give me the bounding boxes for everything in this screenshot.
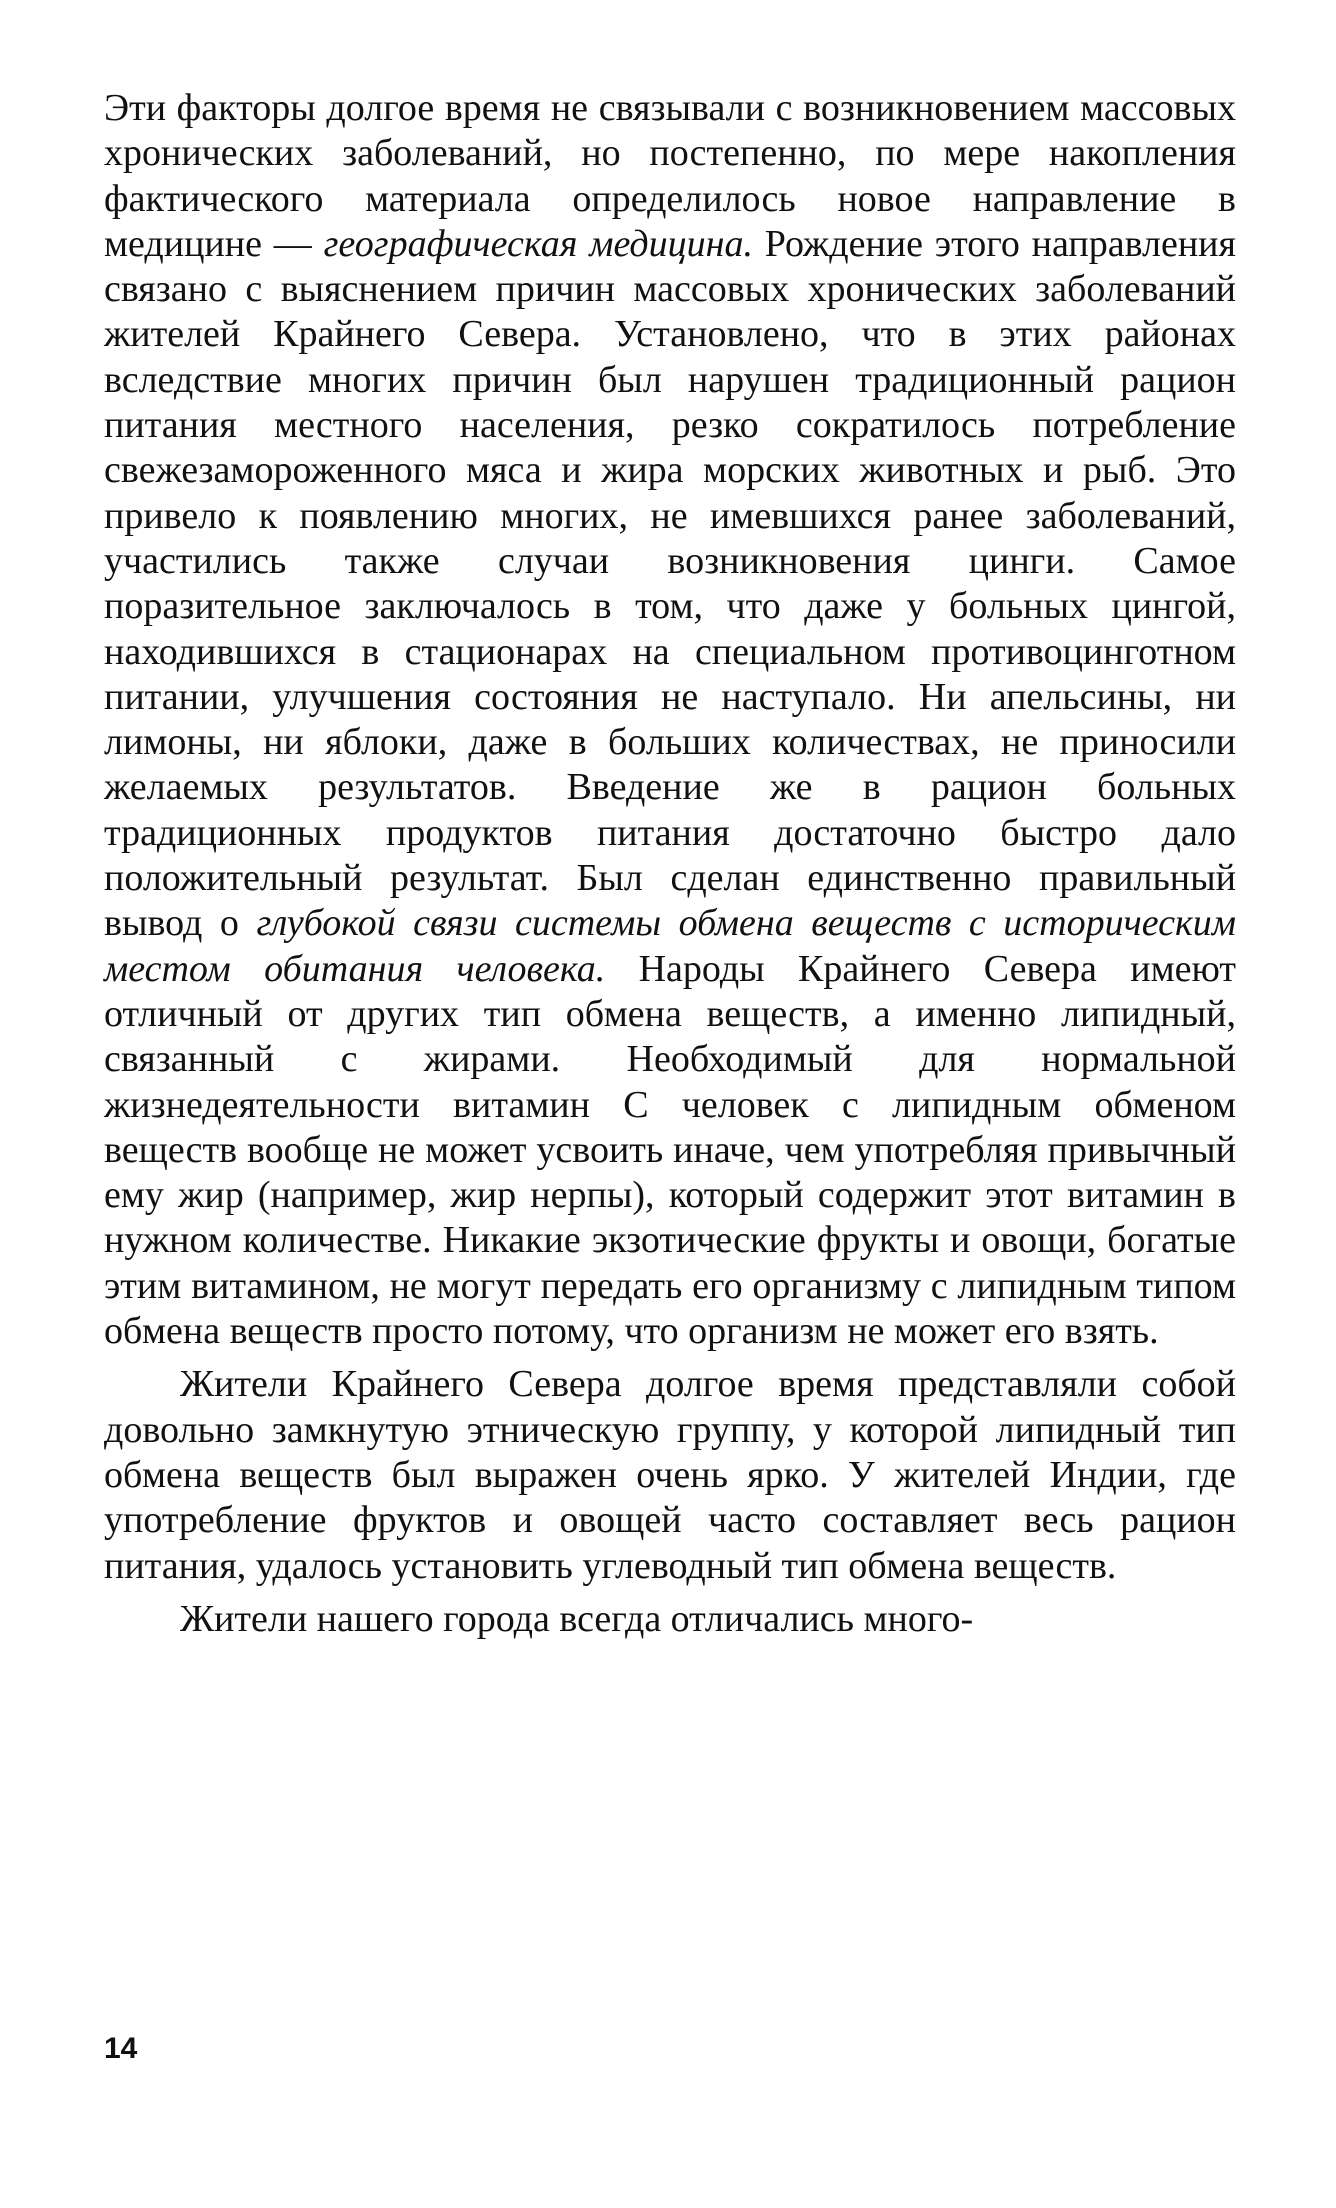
paragraph-1-part-2: Рождение этого направления связано с выяснением причин массовых хронических заболеваний жителей Крайнего Севера. Установлено, что в этих районах вследствие многих причин был нарушен традиционный рацион питания местного населения, резко сократилось потребление свежезамороженного мяса и жира морских животных и рыб. Это привело к появлению многих, не имевшихся ранее заболеваний, участились также случаи возникновения цинги. Самое поразительное заключалось в том, что даже у больных цингой, находившихся в стационарах на специальном противоцинготном питании, улучшения состояния не наступало. Ни апельсины, ни лимоны, ни яблоки, даже в больших количествах, не приносили желаемых результатов. Введение же в рацион больных традиционных продуктов питания достаточно быстро дало положительный результат. Был сделан единственно правильный вывод о [104, 222, 1236, 945]
paragraph-3: Жители нашего города всегда отличались много- [180, 1597, 974, 1640]
italic-term-geographic-medicine: географическая медицина. [323, 222, 753, 265]
paragraph-2: Жители Крайнего Севера долгое время представляли собой довольно замкнутую этническую группу, у которой липидный тип обмена веществ был выражен очень ярко. У жителей Индии, где употребление фруктов и овощей часто составляет весь рацион питания, удалось установить углеводный тип обмена веществ. [104, 1363, 1236, 1587]
page-number: 14 [104, 2032, 138, 2065]
paragraph-1-part-1: Эти факторы долгое время не связывали с возникновением массовых хронических заболеваний, но постепенно, по мере накопления фактического материала определилось новое направление в медицине — [104, 87, 1236, 265]
italic-conclusion: глубокой связи системы обмена веществ с историческим местом обитания человека. [104, 902, 1237, 990]
body-text [104, 86, 1236, 1642]
paragraph-1 [104, 86, 1236, 1354]
paragraph-1-part-3: Народы Крайнего Севера имеют отличный от других тип обмена веществ, а именно липидный, связанный с жирами. Необходимый для нормальной жизнедеятельности витамин С человек с липидным обменом веществ вообще не может усвоить иначе, чем употребляя привычный ему жир (например, жир нерпы), который содержит этот витамин в нужном количестве. Никакие экзотические фрукты и овощи, богатые этим витамином, не могут передать его организму с липидным типом обмена веществ просто потому, что организм не может его взять. [104, 947, 1236, 1353]
